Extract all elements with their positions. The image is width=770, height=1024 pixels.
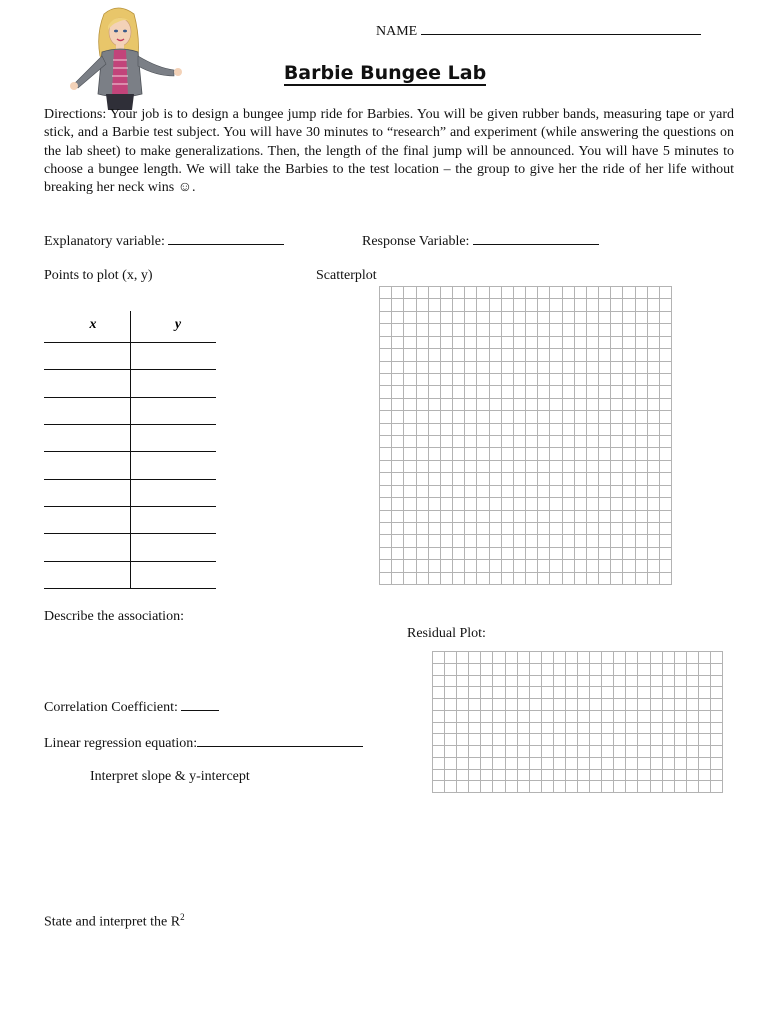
correlation-blank[interactable] [181,698,219,711]
r-squared-prompt [44,912,185,931]
page-title [0,62,770,84]
explanatory-variable-blank[interactable] [168,232,284,245]
scatterplot-label: Scatterplot [316,268,377,283]
residual-plot-label: Residual Plot: [407,626,486,641]
points-table[interactable] [44,311,216,589]
response-variable-blank[interactable] [473,232,599,245]
correlation-label: Correlation Coefficient: [44,700,178,715]
barbie-illustration [66,6,188,110]
interpret-slope-label: Interpret slope & y-intercept [90,769,250,784]
column-header-x: x [89,317,97,332]
r-squared-label: State and interpret the R [44,914,181,930]
name-label: NAME [376,24,418,39]
scatterplot-grid[interactable] [379,286,672,585]
explanatory-variable-label: Explanatory variable: [44,234,165,249]
regression-blank[interactable] [197,734,363,747]
directions-text: Directions: Your job is to design a bungee jump ride for Barbies. You will be given rubber bands, measuring tape or yard stick, and a Barbie test subject. You will have 30 minutes to “research” and experiment (while answering the questions on the lab sheet) to make generalizations. Then, the length of the final jump will be announced. You will have 5 minutes to choose a bungee length. We will take the Barbies to the test location – the group to give her the ride of her life without breaking her neck wins ☺. [44,107,734,196]
regression-label: Linear regression equation: [44,736,198,751]
response-variable-label: Response Variable: [362,234,470,249]
page-title-text: Barbie Bungee Lab [283,62,487,84]
regression-field[interactable] [44,734,363,752]
name-blank[interactable] [421,22,701,35]
column-header-y: y [174,317,182,332]
response-variable-field[interactable] [362,232,599,250]
correlation-field[interactable] [44,698,219,716]
r-squared-superscript: 2 [180,912,185,922]
describe-association-label: Describe the association: [44,609,184,624]
explanatory-variable-field[interactable] [44,232,284,250]
points-to-plot-label: Points to plot (x, y) [44,268,153,283]
residual-plot-grid[interactable] [432,651,723,793]
name-field[interactable] [376,22,701,40]
